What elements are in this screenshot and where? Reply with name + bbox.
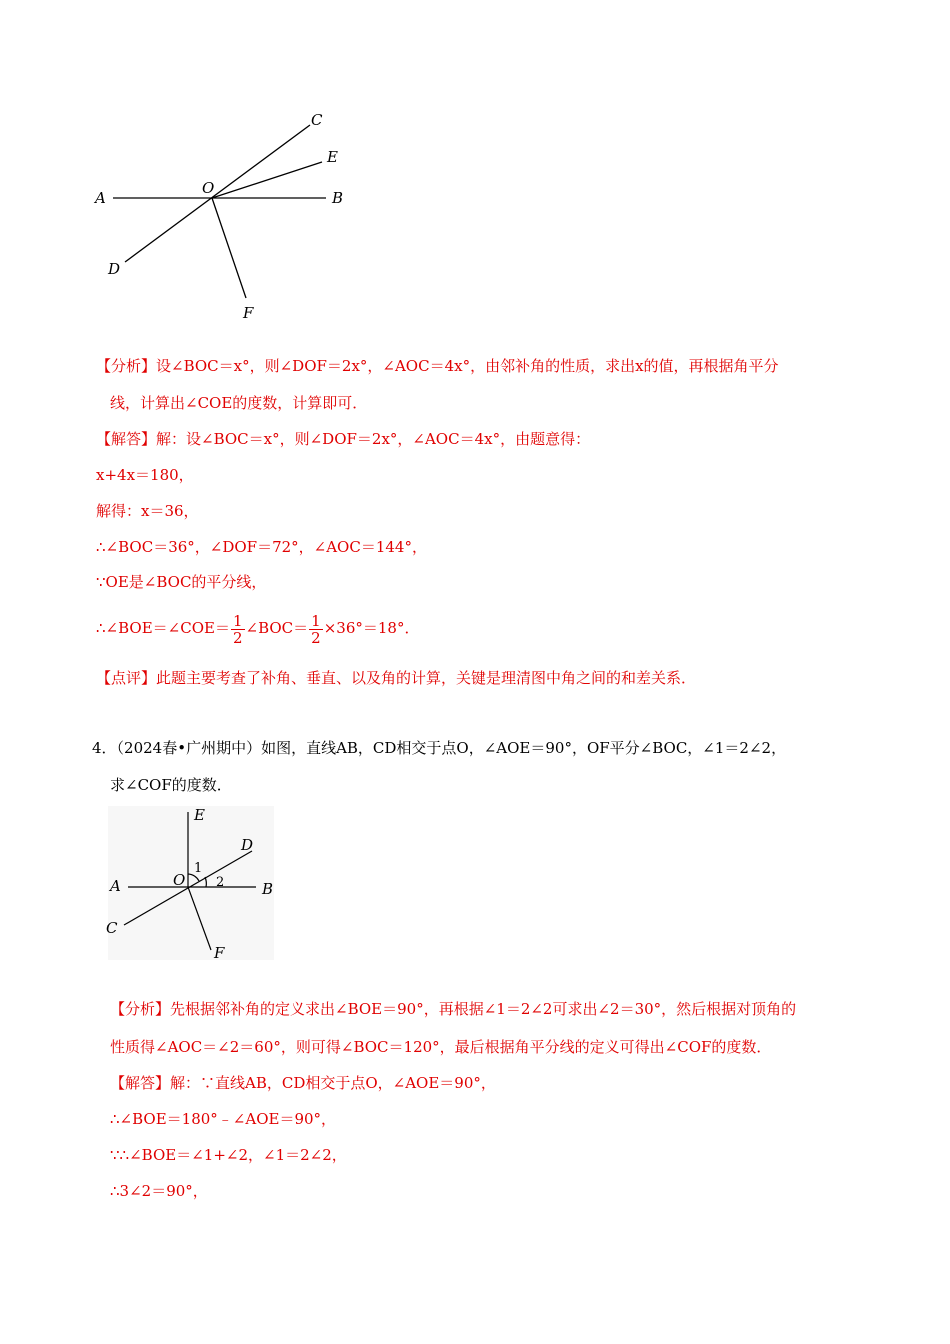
label-a: A (95, 189, 106, 207)
answer-4-line-2: ∴∠BOE＝180°﹣∠AOE＝90°， (110, 1110, 337, 1128)
label-e-2: E (194, 806, 205, 824)
answer-4-line-1: 【解答】解：∵直线AB，CD相交于点O，∠AOE＝90°， (110, 1074, 496, 1092)
analysis-1-line-2: 线，计算出∠COE的度数，计算即可． (110, 394, 368, 412)
label-b: B (332, 189, 344, 207)
analysis-4-line-2: 性质得∠AOC＝∠2＝60°，则可得∠BOC＝120°，最后根据角平分线的定义可得出∠COF的度数． (110, 1038, 772, 1056)
fraction-denominator: 2 (232, 628, 243, 647)
figure-2-background (108, 806, 274, 960)
comment-1: 【点评】此题主要考查了补角、垂直、以及角的计算，关键是理清图中角之间的和差关系． (96, 669, 697, 687)
answer-4-line-4: ∴3∠2＝90°， (110, 1182, 208, 1200)
fraction-denominator-2: 2 (311, 628, 321, 647)
answer-1-line-4: ∴∠BOC＝36°，∠DOF＝72°，∠AOC＝144°， (96, 538, 427, 556)
label-e: E (327, 148, 338, 166)
fraction-numerator: 1 (232, 611, 243, 630)
label-b-2: B (262, 880, 274, 898)
fraction-numerator-2: 1 (311, 611, 321, 630)
answer-1-line-6-part-a: ∴∠BOE＝∠COE＝ (96, 619, 230, 637)
analysis-4-line-1: 【分析】先根据邻补角的定义求出∠BOE＝90°，再根据∠1＝2∠2可求出∠2＝30°，然后根据对顶角的 (110, 1000, 797, 1018)
label-o-2: O (173, 871, 186, 889)
answer-1-line-3: 解得：x＝36， (96, 502, 199, 520)
label-d-2: D (241, 836, 254, 854)
answer-1-line-6-part-c: ×36°＝18°． (323, 619, 420, 637)
problem-4-line-1: 4．（2024春•广州期中）如图，直线AB，CD相交于点O，∠AOE＝90°，OF平分∠BOC，∠1＝2∠2， (92, 739, 787, 757)
answer-4-line-3: ∵∴∠BOE＝∠1+∠2，∠1＝2∠2， (110, 1146, 347, 1164)
label-c: C (311, 111, 323, 129)
label-a-2: A (110, 877, 121, 895)
label-angle-2: 2 (216, 875, 225, 890)
answer-1-line-1: 【解答】解：设∠BOC＝x°，则∠DOF＝2x°，∠AOC＝4x°，由题意得： (96, 430, 591, 448)
problem-4-line-2: 求∠COF的度数． (110, 776, 232, 794)
answer-1-line-2: x+4x＝180， (96, 466, 194, 484)
label-f: F (243, 304, 254, 322)
label-c-2: C (106, 919, 118, 937)
label-o: O (202, 179, 215, 197)
analysis-1-line-1: 【分析】设∠BOC＝x°，则∠DOF＝2x°，∠AOC＝4x°，由邻补角的性质，求出x的值，再根据角平分 (96, 357, 779, 375)
answer-1-line-5: ∵OE是∠BOC的平分线， (96, 573, 267, 591)
label-f-2: F (214, 944, 225, 962)
label-angle-1: 1 (194, 861, 203, 876)
label-d: D (108, 260, 121, 278)
answer-1-line-6-part-b: ∠BOC＝ (245, 619, 309, 637)
